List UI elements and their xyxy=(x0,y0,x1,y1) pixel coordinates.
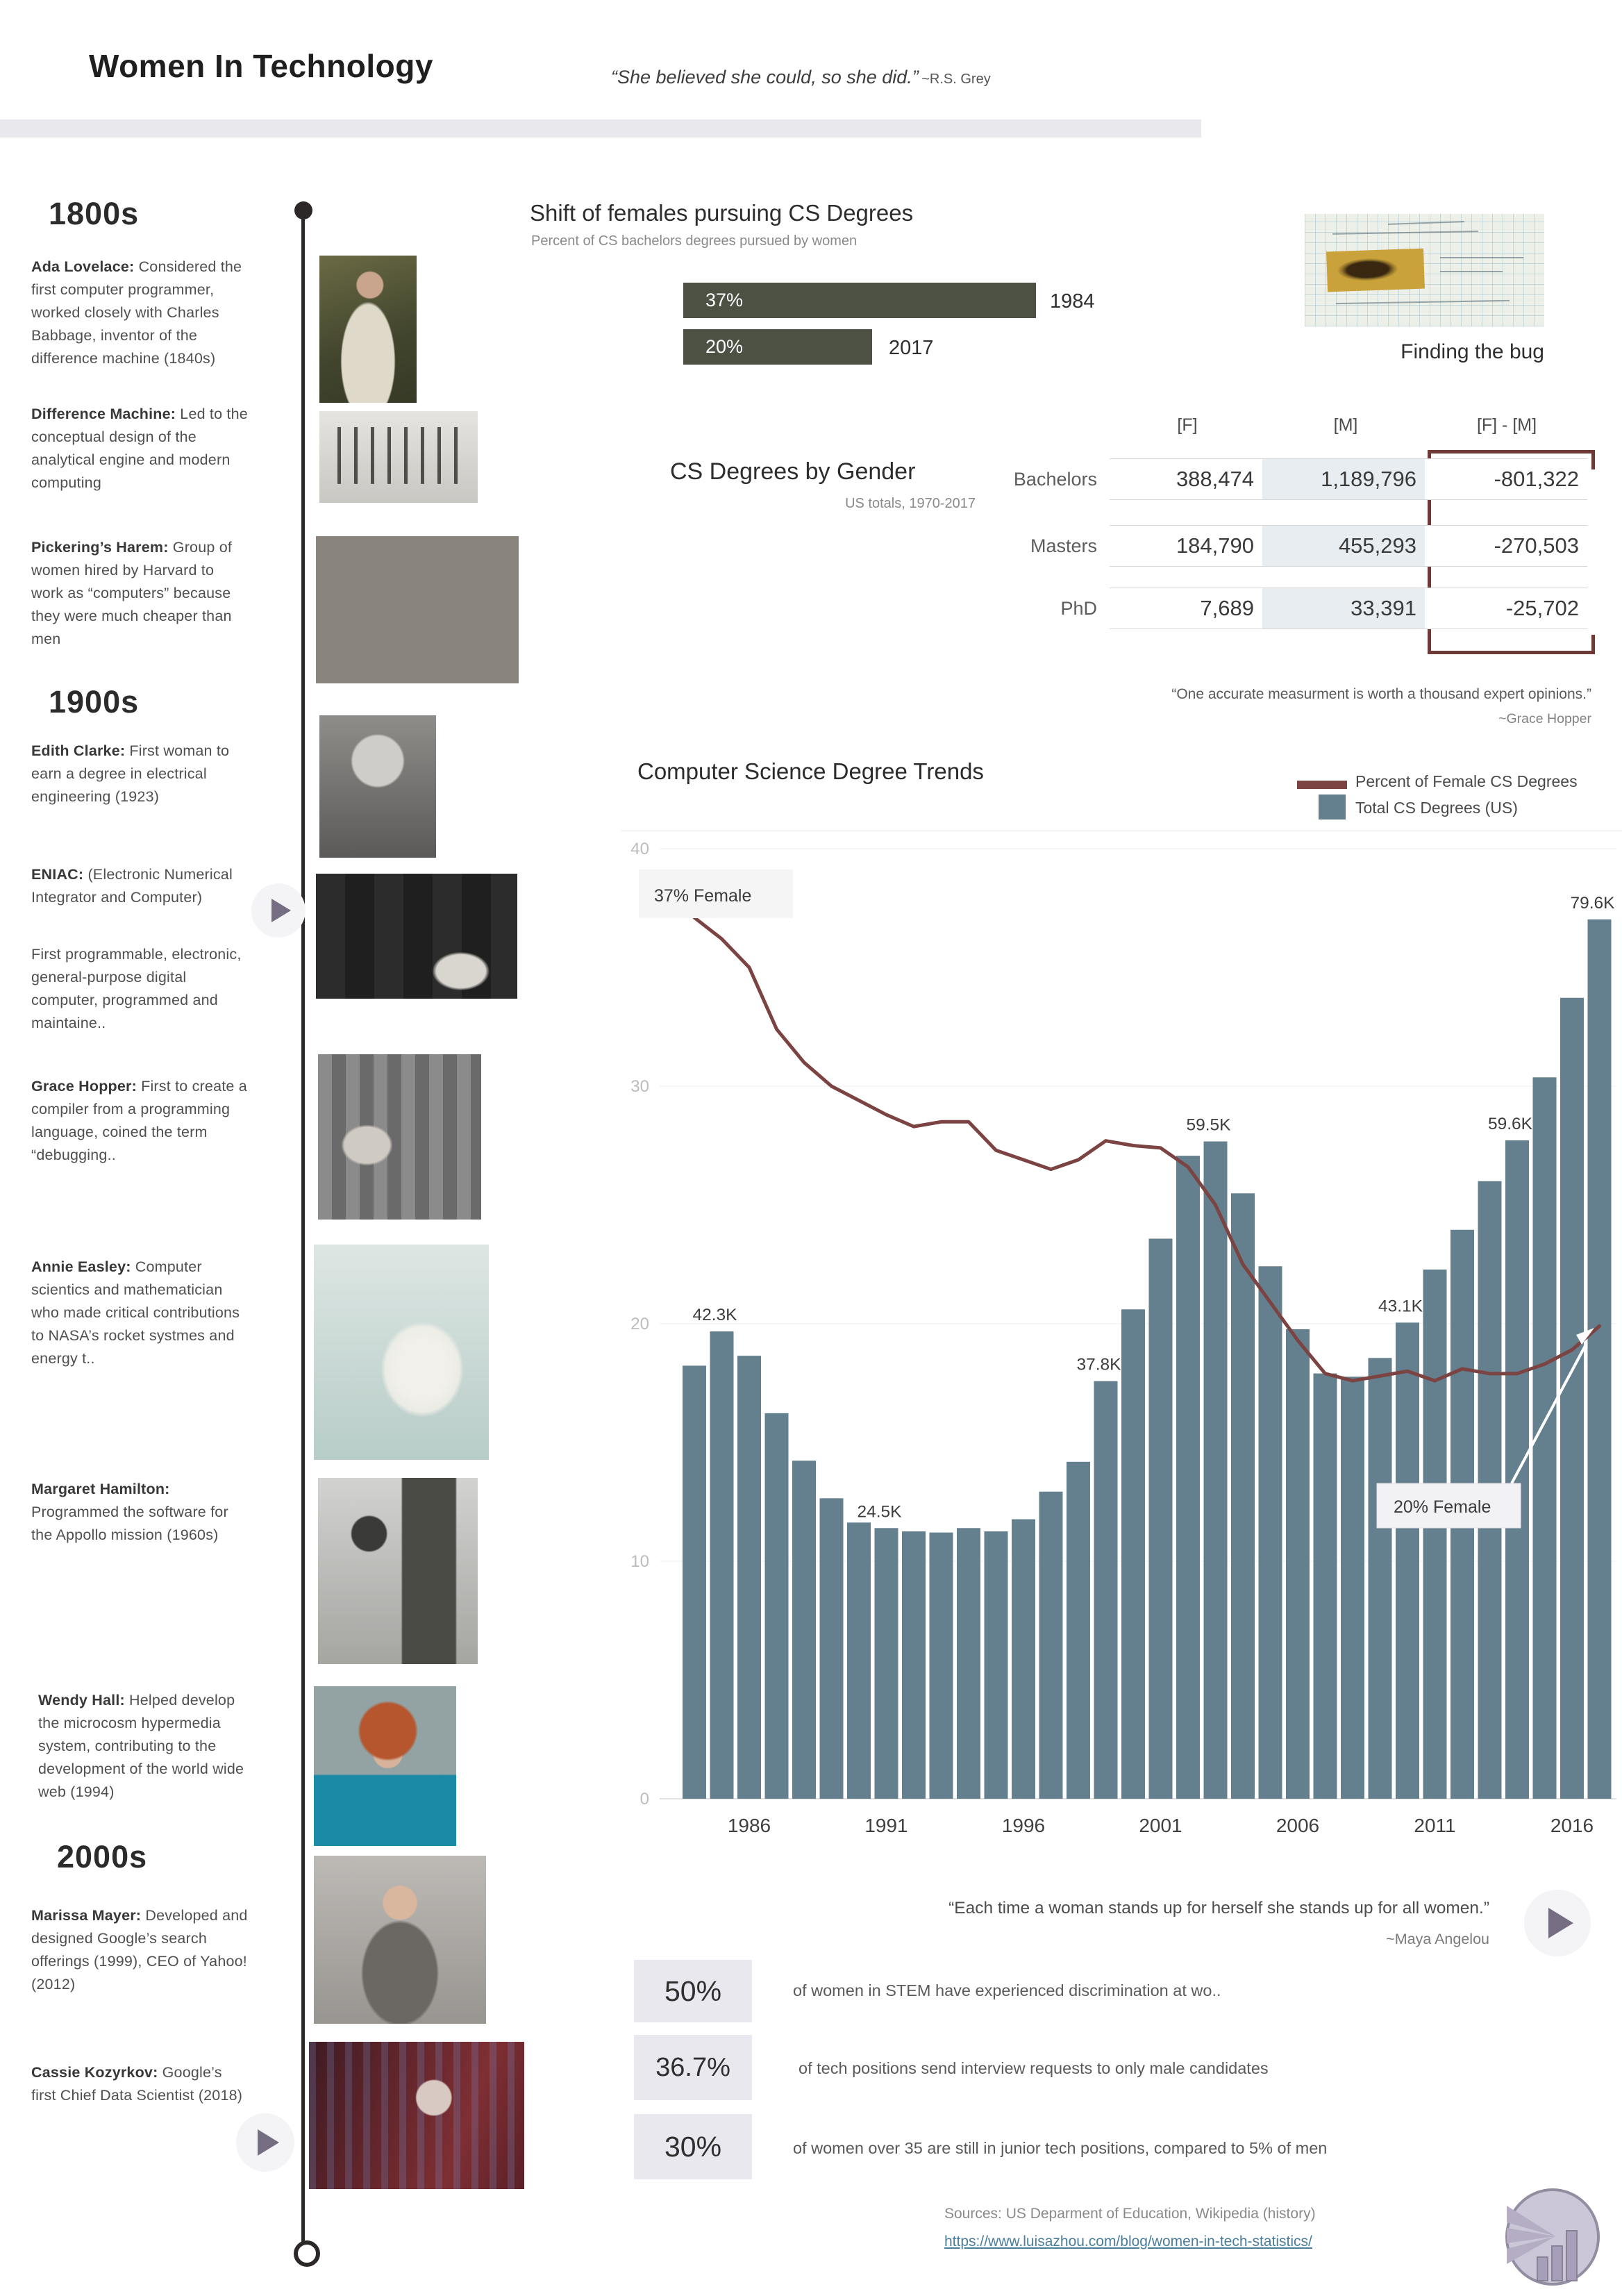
bio-desc: Programmed the software for the Appollo mission (1960s) xyxy=(31,1504,228,1543)
table-cell: -270,503 xyxy=(1425,525,1587,567)
bio-margaret-hamilton xyxy=(31,1478,250,1547)
angelou-quote: “Each time a woman stands up for herself she stands up for all women.” xyxy=(948,1899,1489,1918)
svg-text:10: 10 xyxy=(630,1552,649,1571)
bio-grace-hopper xyxy=(31,1075,250,1167)
handwriting-line xyxy=(1388,221,1464,225)
bio-desc: Considered the first computer programmer, worked closely with Charles Babbage, inventor of the difference machine (1840s) xyxy=(31,258,242,367)
finding-the-bug-photo xyxy=(1305,214,1544,326)
bio-desc: First woman to earn a degree in electrical engineering (1923) xyxy=(31,742,230,805)
bio-annie-easley xyxy=(31,1256,250,1370)
bio-desc: First to create a compiler from a programming language, coined the term “debugging.. xyxy=(31,1078,247,1163)
row-label-phd: PhD xyxy=(1060,598,1097,619)
diff-bracket xyxy=(1428,651,1595,654)
shift-chart-title: Shift of females pursuing CS Degrees xyxy=(530,200,914,226)
bar-value-label: 20% xyxy=(705,336,744,357)
finding-bug-caption: Finding the bug xyxy=(1401,340,1544,363)
table-cell: 7,689 xyxy=(1110,588,1262,629)
header-quote xyxy=(611,67,1139,88)
svg-text:2011: 2011 xyxy=(1414,1815,1456,1836)
svg-text:20% Female: 20% Female xyxy=(1394,1497,1491,1517)
diff-bracket xyxy=(1428,450,1595,454)
moth-tape xyxy=(1326,249,1425,292)
table-cell: 455,293 xyxy=(1262,525,1425,567)
svg-text:42.3K: 42.3K xyxy=(692,1306,737,1325)
bio-name: Difference Machine: xyxy=(31,406,176,422)
bio-name: Annie Easley: xyxy=(31,1258,131,1275)
bio-desc: Helped develop the microcosm hypermedia system, contributing to the development of the world wide web (1994) xyxy=(38,1692,244,1800)
bio-edith-clarke xyxy=(31,740,250,808)
bio-ada-lovelace xyxy=(31,256,250,370)
bio-eniac xyxy=(31,863,250,909)
era-1800s: 1800s xyxy=(49,196,140,231)
svg-text:79.6K: 79.6K xyxy=(1570,893,1615,913)
grace-hopper-photo xyxy=(318,1054,481,1220)
table-cell: -25,702 xyxy=(1425,588,1587,629)
play-icon xyxy=(271,899,291,922)
timeline-start-dot xyxy=(294,201,312,219)
shift-bar-1984[interactable] xyxy=(683,283,1036,318)
shift-year-1984: 1984 xyxy=(1050,290,1095,313)
bio-cassie-kozyrkov xyxy=(31,2061,250,2107)
sources-link[interactable]: https://www.luisazhou.com/blog/women-in-tech-statistics/ xyxy=(944,2233,1312,2249)
col-header-m: [M] xyxy=(1333,415,1358,435)
bio-name: Marissa Mayer: xyxy=(31,1907,142,1924)
ada-lovelace-photo xyxy=(319,256,417,403)
wendy-hall-photo xyxy=(314,1686,456,1846)
bio-desc: Group of women hired by Harvard to work as “computers” because they were much cheaper than men xyxy=(31,539,233,647)
stat-box-50: 50% xyxy=(634,1960,752,2022)
shift-year-2017: 2017 xyxy=(889,337,934,359)
trends-chart-title: Computer Science Degree Trends xyxy=(637,758,984,784)
svg-text:2001: 2001 xyxy=(1139,1815,1182,1836)
gender-table-title: CS Degrees by Gender xyxy=(670,458,916,485)
trends-chart-plot[interactable] xyxy=(611,757,1622,1868)
svg-text:40: 40 xyxy=(630,840,649,858)
svg-text:43.1K: 43.1K xyxy=(1378,1297,1423,1316)
bio-desc: First programmable, electronic, general-purpose digital computer, programmed and maintaine.. xyxy=(31,946,242,1031)
stat-box-30: 30% xyxy=(634,2114,752,2179)
shift-chart-subtitle: Percent of CS bachelors degrees pursued by women xyxy=(531,233,858,249)
bio-name: Pickering’s Harem: xyxy=(31,539,169,556)
shift-bar-2017[interactable] xyxy=(683,329,872,365)
hopper-quote-author: ~Grace Hopper xyxy=(1498,711,1591,726)
site-logo xyxy=(1498,2188,1606,2288)
play-icon xyxy=(1548,1908,1573,1938)
bio-desc: Developed and designed Google’s search offerings (1999), CEO of Yahoo! (2012) xyxy=(31,1907,248,1993)
legend-line-label: Percent of Female CS Degrees xyxy=(1355,772,1578,790)
svg-text:2016: 2016 xyxy=(1550,1815,1594,1836)
bio-name: Ada Lovelace: xyxy=(31,258,135,275)
svg-text:30: 30 xyxy=(630,1077,649,1096)
svg-text:0: 0 xyxy=(639,1790,649,1808)
handwriting-line xyxy=(1440,257,1523,258)
bio-name: Grace Hopper: xyxy=(31,1078,137,1095)
era-1900s: 1900s xyxy=(49,684,140,719)
table-cell: 388,474 xyxy=(1110,458,1262,500)
stat-text-30: of women over 35 are still in junior tech positions, compared to 5% of men xyxy=(793,2139,1328,2157)
bio-desc: Led to the conceptual design of the analytical engine and modern computing xyxy=(31,406,248,491)
gender-table-subtitle: US totals, 1970-2017 xyxy=(845,496,976,511)
svg-text:24.5K: 24.5K xyxy=(857,1502,902,1522)
handwriting-line xyxy=(1440,271,1503,272)
pickering-harem-photo xyxy=(316,536,519,683)
bio-desc: Computer scientics and mathematician who made critical contributions to NASA’s rocket systmes and energy t.. xyxy=(31,1258,240,1367)
bio-desc: Google’s first Chief Data Scientist (2018) xyxy=(31,2064,243,2104)
bio-eniac-desc xyxy=(31,943,250,1035)
eniac-photo xyxy=(316,874,517,999)
table-cell: 1,189,796 xyxy=(1262,458,1425,500)
legend-bar-label: Total CS Degrees (US) xyxy=(1355,799,1518,817)
difference-machine-photo xyxy=(319,411,478,503)
annie-easley-photo xyxy=(314,1245,489,1460)
svg-text:59.5K: 59.5K xyxy=(1186,1115,1231,1135)
svg-text:2006: 2006 xyxy=(1276,1815,1320,1836)
header-quote-text: “She believed she could, so she did.” xyxy=(611,67,919,88)
bar-value-label: 37% xyxy=(705,290,744,310)
svg-text:59.6K: 59.6K xyxy=(1487,1114,1533,1133)
play-icon xyxy=(258,2129,279,2156)
bio-name: ENIAC: xyxy=(31,866,84,883)
page-title: Women In Technology xyxy=(89,48,433,84)
sources-line: Sources: US Deparment of Education, Wikipedia (history) xyxy=(944,2206,1316,2222)
svg-text:1996: 1996 xyxy=(1001,1815,1046,1836)
stat-box-36-7: 36.7% xyxy=(634,2035,752,2100)
bio-difference-machine xyxy=(31,403,250,494)
marissa-mayer-photo xyxy=(314,1856,486,2024)
header-divider-band xyxy=(0,119,1201,138)
col-header-diff: [F] - [M] xyxy=(1476,415,1537,435)
bio-name: Cassie Kozyrkov: xyxy=(31,2064,158,2081)
svg-text:1986: 1986 xyxy=(727,1815,771,1836)
diff-bracket xyxy=(1591,450,1595,469)
diff-bracket xyxy=(1591,635,1595,654)
svg-text:37% Female: 37% Female xyxy=(654,886,752,906)
handwriting-line xyxy=(1336,300,1510,304)
svg-text:20: 20 xyxy=(630,1315,649,1333)
cassie-kozyrkov-photo xyxy=(309,2042,524,2189)
row-label-bachelors: Bachelors xyxy=(1013,469,1097,490)
timeline-bottom-play-button[interactable] xyxy=(236,2113,294,2172)
header-quote-author: ~R.S. Grey xyxy=(921,72,991,87)
handwriting-line xyxy=(1332,231,1478,235)
timeline-line xyxy=(301,208,305,2250)
table-cell: 184,790 xyxy=(1110,525,1262,567)
svg-text:37.8K: 37.8K xyxy=(1076,1355,1121,1374)
col-header-f: [F] xyxy=(1177,415,1198,435)
bio-name: Edith Clarke: xyxy=(31,742,126,759)
table-cell: -801,322 xyxy=(1425,458,1587,500)
bio-marissa-mayer xyxy=(31,1904,250,1996)
eniac-play-button[interactable] xyxy=(251,883,306,938)
stat-text-36-7: of tech positions send interview requests to only male candidates xyxy=(799,2059,1269,2077)
angelou-quote-author: ~Maya Angelou xyxy=(1386,1931,1489,1947)
angelou-play-button[interactable] xyxy=(1524,1890,1591,1956)
bio-wendy-hall xyxy=(38,1689,257,1804)
hopper-quote: “One accurate measurment is worth a thousand expert opinions.” xyxy=(1171,686,1591,702)
row-label-masters: Masters xyxy=(1030,535,1097,556)
stat-text-50: of women in STEM have experienced discrimination at wo.. xyxy=(793,1981,1221,1999)
era-2000s: 2000s xyxy=(57,1839,148,1874)
edith-clarke-photo xyxy=(319,715,436,858)
table-cell: 33,391 xyxy=(1262,588,1425,629)
bio-desc: (Electronic Numerical Integrator and Computer) xyxy=(31,866,233,906)
svg-text:1991: 1991 xyxy=(864,1815,908,1836)
timeline-end-ring xyxy=(294,2240,320,2267)
bio-name: Wendy Hall: xyxy=(38,1692,125,1708)
bio-name: Margaret Hamilton: xyxy=(31,1481,170,1497)
bio-pickerings-harem xyxy=(31,536,250,651)
margaret-hamilton-photo xyxy=(318,1478,478,1664)
